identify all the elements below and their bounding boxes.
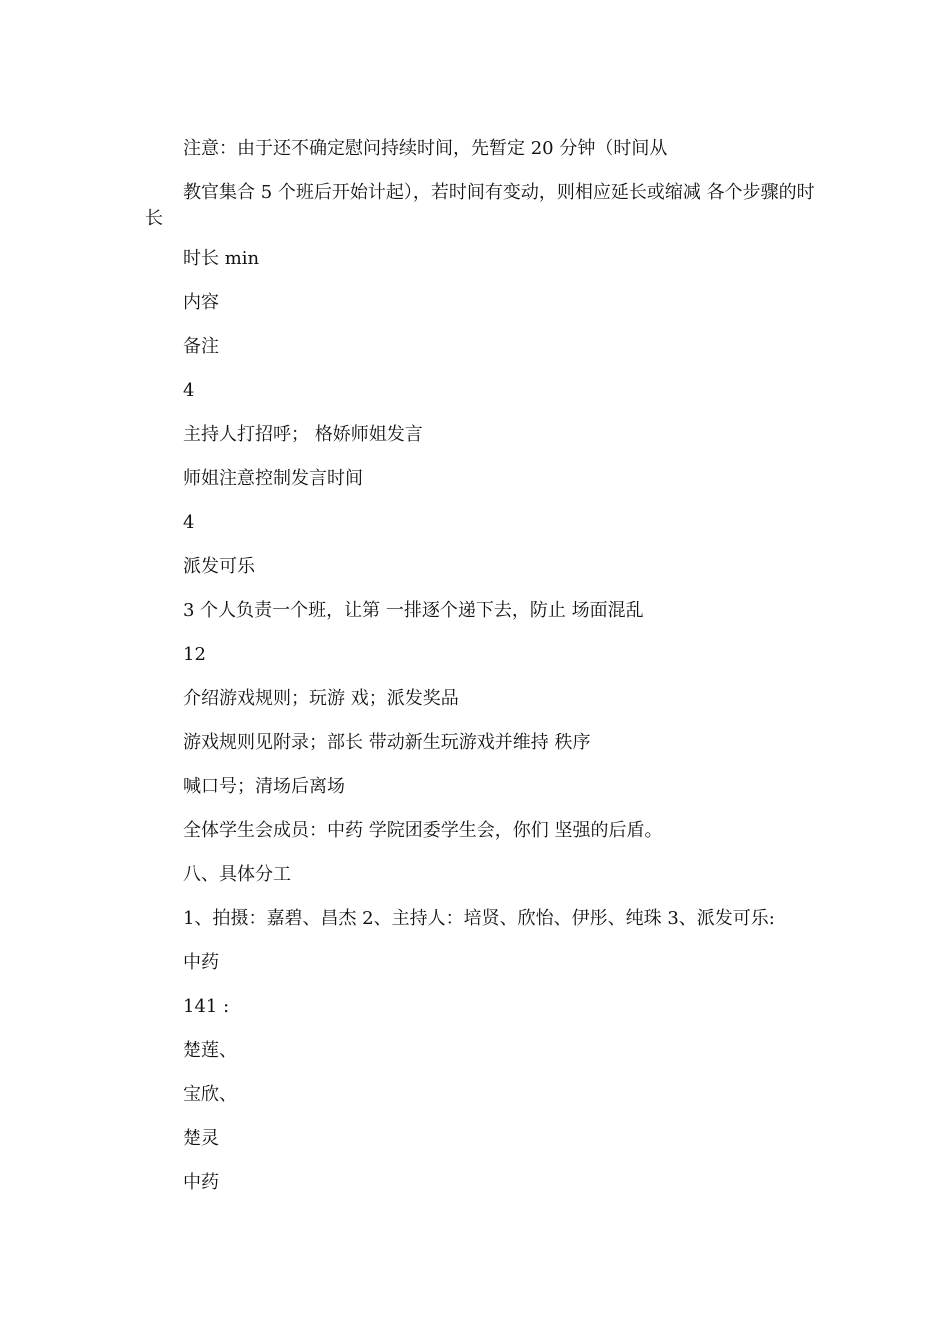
row3-content: 介绍游戏规则；玩游 戏；派发奖品 xyxy=(183,688,459,709)
header-content: 内容 xyxy=(183,292,219,313)
closing-remark: 全体学生会成员：中药 学院团委学生会，你们 坚强的后盾。 xyxy=(183,820,663,841)
closing-content: 喊口号；清场后离场 xyxy=(183,776,345,797)
row2-content: 派发可乐 xyxy=(183,556,255,577)
list-item: 中药 xyxy=(183,952,219,973)
section-title: 八、具体分工 xyxy=(183,864,291,885)
list-item: 141 : xyxy=(183,996,230,1017)
note-line-2: 教官集合 5 个班后开始计起），若时间有变动，则相应延长或缩减 各个步骤的时长 xyxy=(145,182,815,229)
row1-duration: 4 xyxy=(183,380,195,401)
list-item: 中药 xyxy=(183,1172,219,1193)
header-remark: 备注 xyxy=(183,336,219,357)
row2-duration: 4 xyxy=(183,512,195,533)
row3-duration: 12 xyxy=(183,644,206,665)
row2-remark: 3 个人负责一个班，让第 一排逐个递下去，防止 场面混乱 xyxy=(183,600,644,621)
note-line-1: 注意：由于还不确定慰问持续时间，先暂定 20 分钟（时间从 xyxy=(183,138,668,159)
row1-remark: 师姐注意控制发言时间 xyxy=(183,468,363,489)
division-line: 1、拍摄：嘉碧、昌杰 2、主持人：培贤、欣怡、伊彤、纯珠 3、派发可乐: xyxy=(183,908,775,929)
header-duration: 时长 min xyxy=(183,248,260,269)
list-item: 宝欣、 xyxy=(183,1084,237,1105)
list-item: 楚灵 xyxy=(183,1128,219,1149)
row1-content: 主持人打招呼； 格娇师姐发言 xyxy=(183,424,423,445)
list-item: 楚莲、 xyxy=(183,1040,237,1061)
row3-remark: 游戏规则见附录；部长 带动新生玩游戏并维持 秩序 xyxy=(183,732,591,753)
